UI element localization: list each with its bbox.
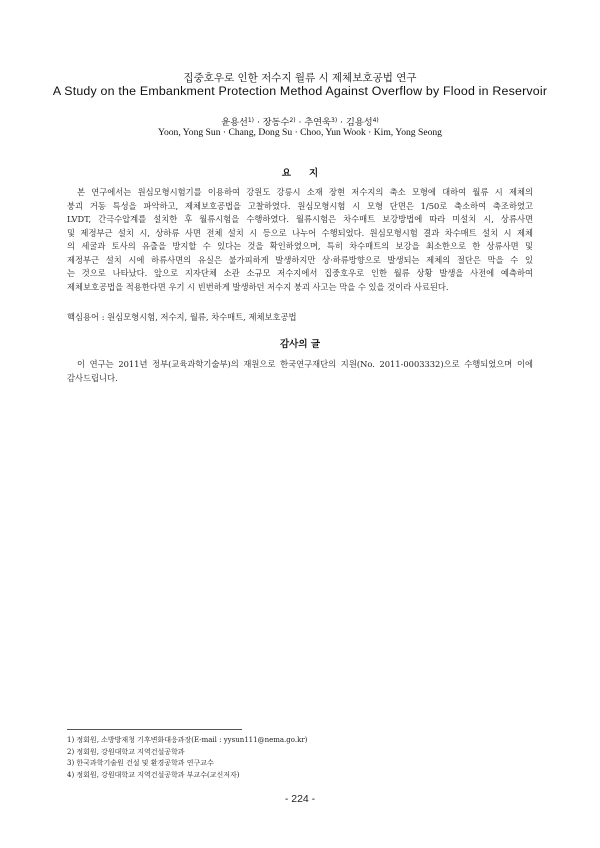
abstract-line: 제정부근 설치 시에 하류사면의 유실은 불가피하게 발생하지만 상·하류방향으로 발생되는 제체의 절단은 막을 수 있 <box>67 254 533 265</box>
author-name: 김용성 <box>345 117 373 128</box>
acknowledgement-line: 감사드립니다. <box>67 372 118 383</box>
author-footnote-mark: 1) <box>247 117 255 124</box>
footnote: 3) 한국과학기술원 건설 및 환경공학과 연구교수 <box>67 759 214 767</box>
abstract-line: 본 연구에서는 원심모형시험기를 이용하여 강원도 강릉시 소재 장현 저수지의 축소 모형에 대하여 월류 시 제체의 <box>77 187 533 197</box>
authors-korean <box>0 114 600 128</box>
paper-title-korean: 집중호우로 인한 저수지 월류 시 제체보호공법 연구 <box>183 72 417 84</box>
footnotes <box>67 735 533 781</box>
abstract-line: 는 것으로 나타났다. 앞으로 지자단체 소관 소규모 저수지에서 집중호우로 인한 월류 상황 발생을 사전에 예측하여 <box>67 268 533 278</box>
keywords: 핵심용어 : 원심모형시험, 저수지, 월류, 차수매트, 제체보호공법 <box>67 312 297 322</box>
abstract-line: 붕괴 거동 특성을 파악하고, 제체보호공법을 고찰하였다. 원심모형시험 시 모형 단면은 1/50로 축소하여 축조하였고 <box>67 200 533 211</box>
author-name: 장동수 <box>262 117 290 128</box>
abstract-body <box>67 186 533 294</box>
footnote: 1) 정회원, 소방방재청 기후변화대응과장(E-mail : yysun111@nema.go.kr) <box>67 736 308 744</box>
author-name: 윤용선 <box>221 117 248 128</box>
author-name: 추연욱 <box>304 117 332 128</box>
acknowledgement-body <box>67 358 533 385</box>
authors-english: Yoon, Yong Sun · Chang, Dong Su · Choo, Yun Wook · Kim, Yong Seong <box>158 127 442 138</box>
acknowledgement-line: 이 연구는 2011년 정부(교육과학기술부)의 재원으로 한국연구재단의 지원(No. 2011-0003332)으로 수행되었으며 이에 <box>77 359 533 369</box>
abstract-heading: 요지 <box>281 168 337 179</box>
author-footnote-mark: 4) <box>372 117 379 124</box>
author-footnote-mark: 3) <box>331 117 338 124</box>
footnote: 4) 정회원, 강원대학교 지역건설공학과 부교수(교신저자) <box>67 770 240 779</box>
abstract-line: LVDT, 간극수압계를 설치한 후 월류시험을 수행하였다. 월류시험은 차수매트 보강방법에 따라 미설치 시, 상류사면 <box>67 214 533 224</box>
abstract-line: 의 세굴과 토사의 유출을 방지할 수 있다는 것을 확인하였으며, 특히 차수매트의 보강을 최소한으로 한 상류사면 및 <box>67 241 533 251</box>
author-footnote-mark: 2) <box>289 117 296 124</box>
author-separator: · <box>295 117 305 128</box>
author-separator: · <box>337 117 346 128</box>
paper-title-english: A Study on the Embankment Protection Method Against Overflow by Flood in Reservoir <box>52 84 548 98</box>
acknowledgement-heading: 감사의 글 <box>279 339 320 350</box>
abstract-line: 및 제정부근 설치 시, 상하류 사면 전체 설치 시 등으로 나누어 수행되었다. 원심모형시험 결과 차수매트 설치 시 제체 <box>67 227 533 238</box>
page-number: - 224 - <box>284 793 316 805</box>
footnote-divider <box>67 729 242 730</box>
abstract-line: 제체보호공법을 적용한다면 우기 시 빈번하게 발생하던 저수지 붕괴 사고는 막을 수 있을 것이라 사료된다. <box>67 281 449 292</box>
author-separator: · <box>254 117 263 128</box>
footnote: 2) 정회원, 강원대학교 지역건설공학과 <box>67 747 185 756</box>
